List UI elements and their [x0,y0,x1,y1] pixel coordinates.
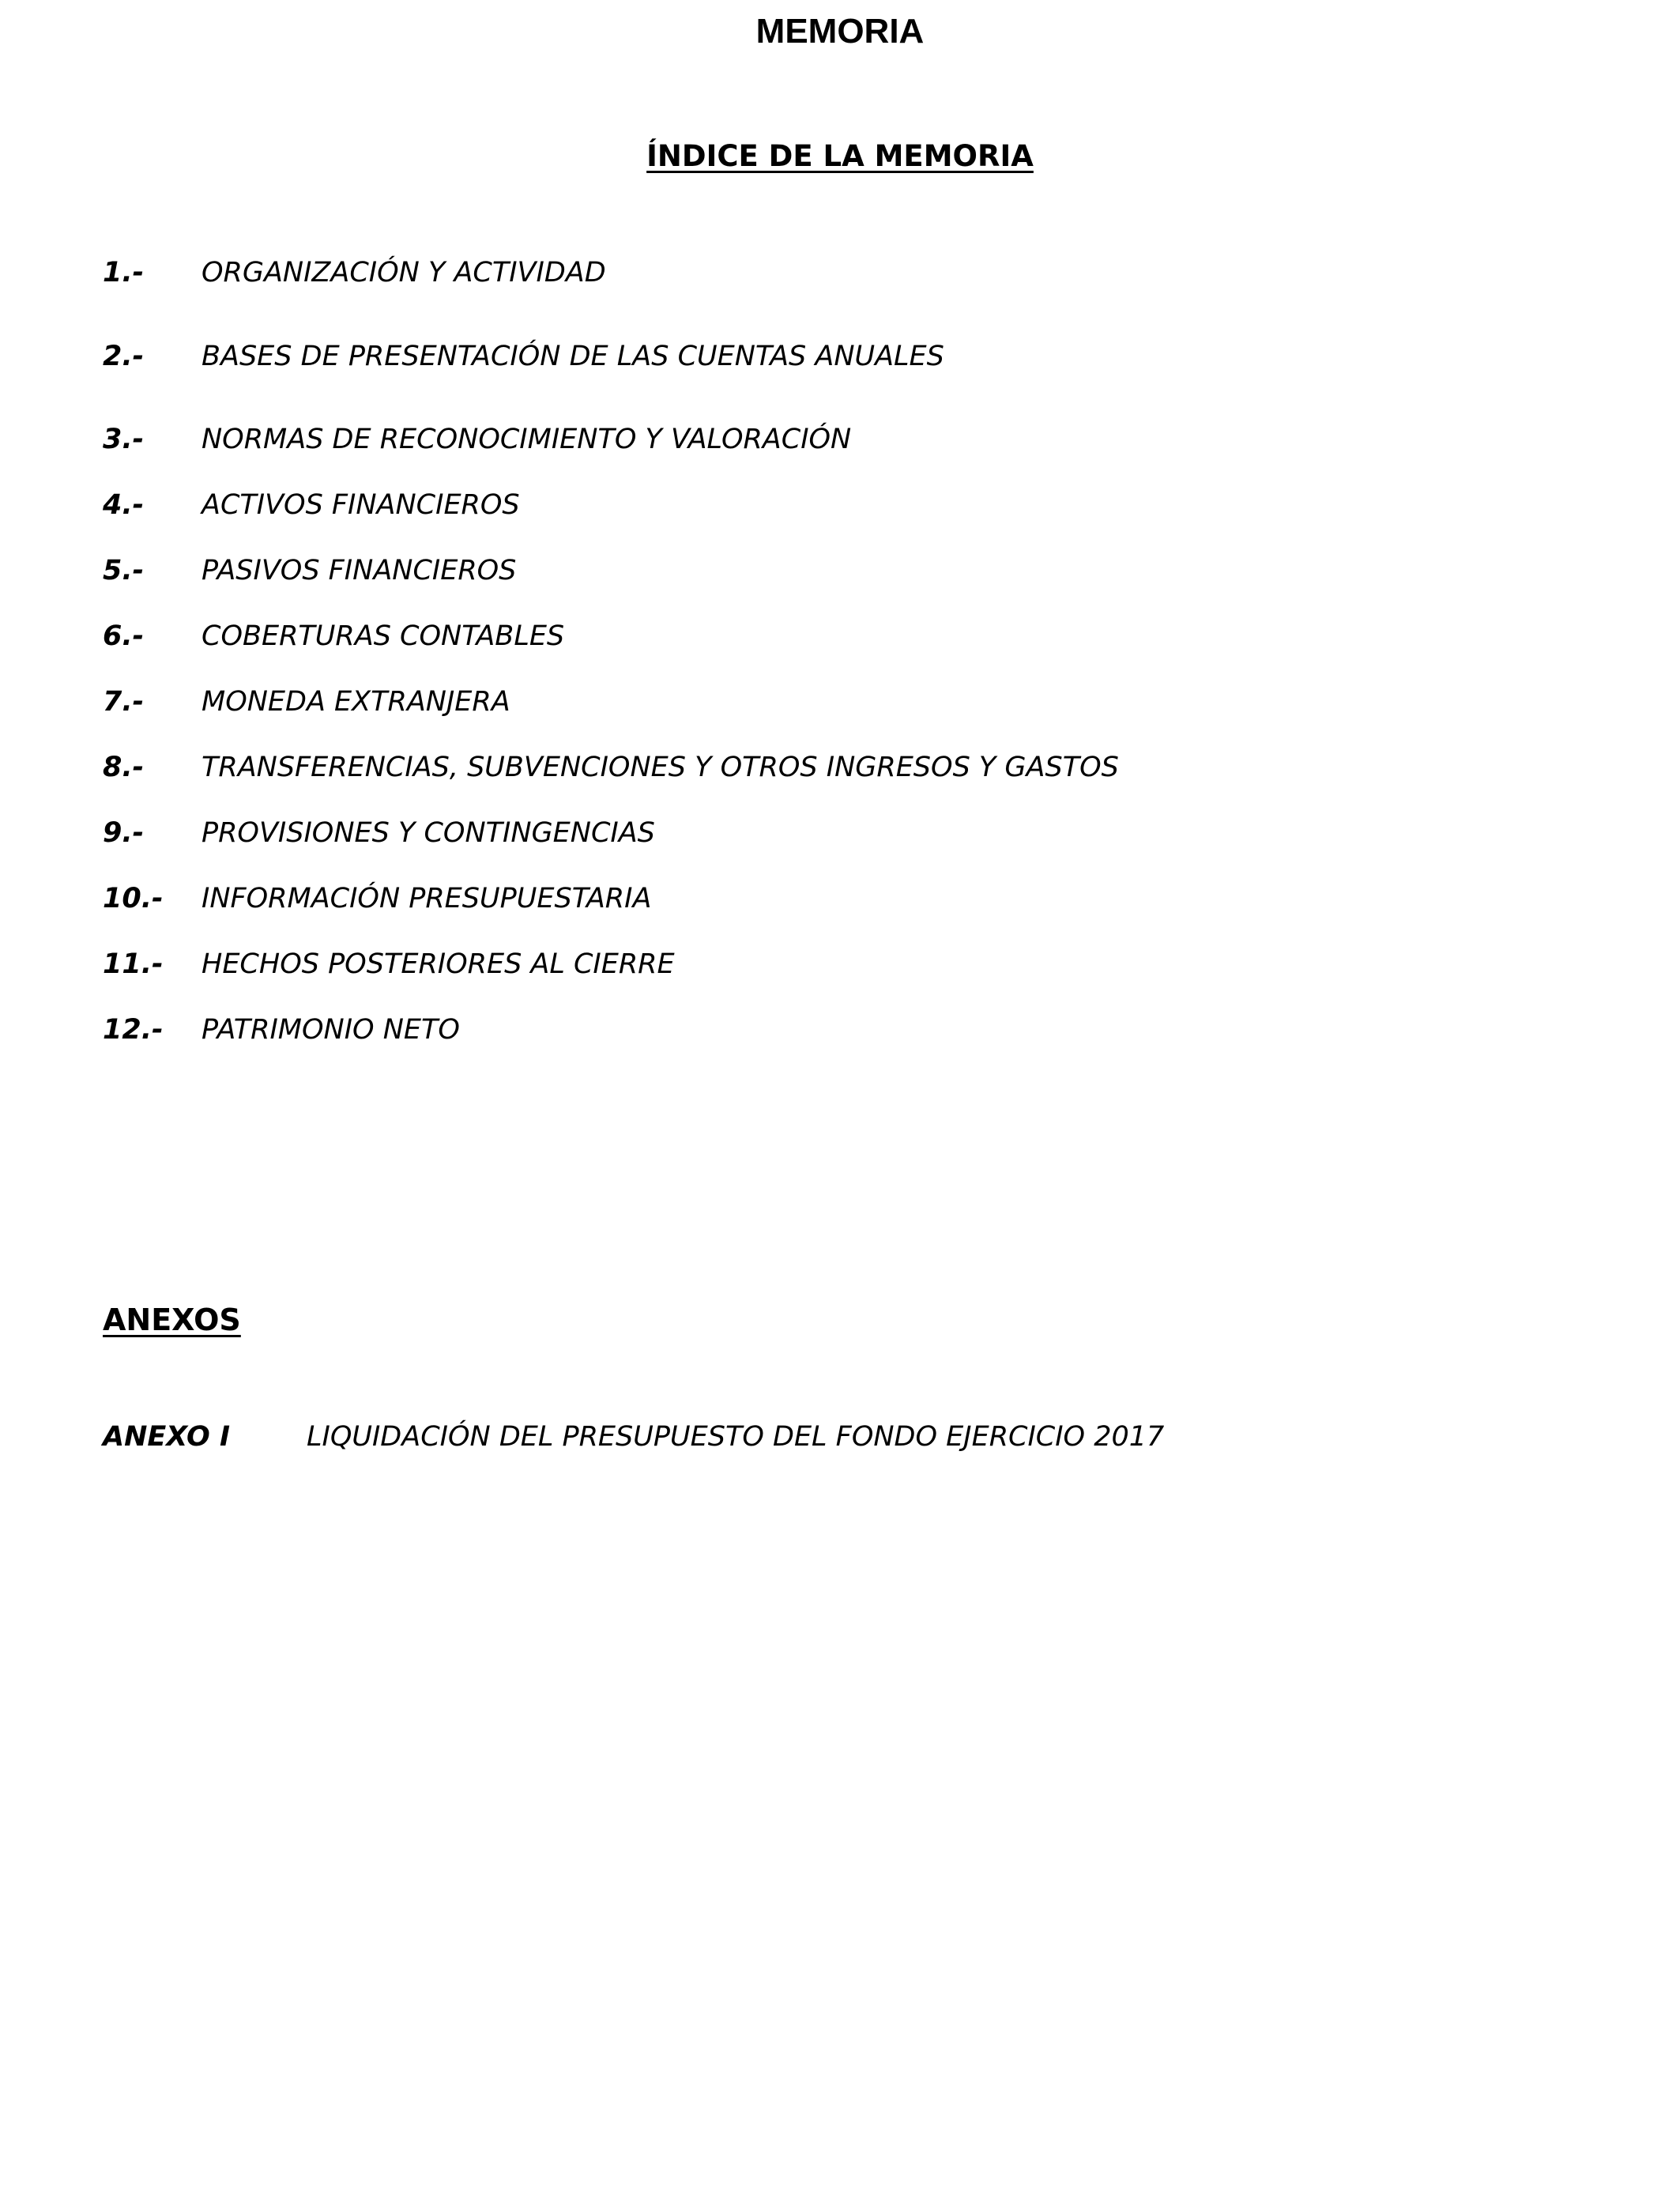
toc-item-label: COBERTURAS CONTABLES [202,620,565,652]
toc-item-label: PATRIMONIO NETO [202,1014,460,1046]
toc-item [0,809,1680,857]
toc-item-number: 3.- [103,424,145,455]
toc-item-number: 6.- [103,620,145,652]
annex-label: LIQUIDACIÓN DEL PRESUPUESTO DEL FONDO EJERCICIO 2017 [307,1421,1165,1453]
toc-item-number: 12.- [103,1014,164,1046]
toc-item-number: 8.- [103,752,145,783]
annex-code: ANEXO I [103,1421,230,1453]
toc-item-label: ACTIVOS FINANCIEROS [202,489,520,521]
toc-item [0,333,1680,380]
toc-item [0,613,1680,660]
toc-item [0,416,1680,463]
toc-item-label: BASES DE PRESENTACIÓN DE LAS CUENTAS ANUALES [202,341,944,372]
toc-item [0,744,1680,791]
annex-heading: ANEXOS [103,1302,241,1337]
toc-item-label: MONEDA EXTRANJERA [202,686,510,718]
toc-item-number: 11.- [103,948,164,980]
toc-item [0,249,1680,296]
toc-item-number: 7.- [103,686,145,718]
toc-item-number: 4.- [103,489,145,521]
toc-item-number: 2.- [103,341,145,372]
toc-item-label: TRANSFERENCIAS, SUBVENCIONES Y OTROS INGRESOS Y GASTOS [202,752,1119,783]
toc-item-number: 10.- [103,883,164,914]
toc-item [0,941,1680,988]
index-heading: ÍNDICE DE LA MEMORIA [646,139,1034,173]
toc-item [0,678,1680,726]
toc-item [0,481,1680,529]
toc-item-label: NORMAS DE RECONOCIMIENTO Y VALORACIÓN [202,424,852,455]
toc-item [0,547,1680,594]
toc-item-number: 1.- [103,257,145,288]
annex-item [0,1413,1680,1461]
toc-item [0,875,1680,922]
toc-item-label: INFORMACIÓN PRESUPUESTARIA [202,883,652,914]
toc-item-label: ORGANIZACIÓN Y ACTIVIDAD [202,257,606,288]
toc-item-label: PROVISIONES Y CONTINGENCIAS [202,817,655,849]
page-title: MEMORIA [755,12,925,51]
toc-item-label: HECHOS POSTERIORES AL CIERRE [202,948,675,980]
toc-item-label: PASIVOS FINANCIEROS [202,555,517,586]
toc-item [0,1006,1680,1054]
toc-item-number: 9.- [103,817,145,849]
toc-item-number: 5.- [103,555,145,586]
